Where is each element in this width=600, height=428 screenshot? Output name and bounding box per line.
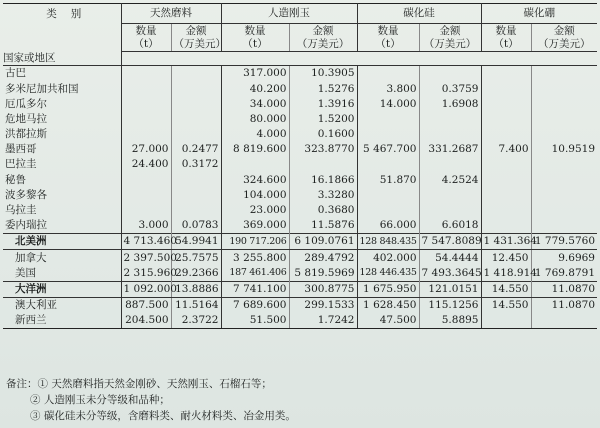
table-row (3, 112, 597, 127)
quantity-cell (357, 188, 419, 203)
quantity-cell: 5 467.700 (357, 142, 419, 157)
footnotes (6, 376, 296, 424)
amount-cell: 300.8775 (289, 281, 357, 297)
quantity-cell: 204.500 (121, 313, 171, 329)
table-row (3, 203, 597, 218)
quantity-cell: 1 675.950 (357, 281, 419, 297)
amount-cell: 0.3759 (419, 81, 481, 96)
amount-cell: 1 779.5760 (531, 234, 597, 250)
amount-cell (531, 112, 597, 127)
quantity-cell: 887.500 (121, 297, 171, 313)
country-name: 秘鲁 (3, 172, 121, 187)
amount-cell (171, 188, 221, 203)
quantity-cell (481, 157, 531, 172)
group-natural-abrasives: 天然磨料 (121, 4, 221, 24)
amount-cell (171, 81, 221, 96)
quantity-cell: 187 461.406 (221, 265, 289, 281)
amount-cell (419, 112, 481, 127)
table-row (3, 66, 597, 82)
amount-cell: 7 547.8089 (419, 234, 481, 250)
qty-header: 数量 （t） (481, 24, 531, 52)
amount-cell (171, 66, 221, 82)
country-name: 危地马拉 (3, 112, 121, 127)
quantity-cell: 317.000 (221, 66, 289, 82)
quantity-cell (357, 112, 419, 127)
quantity-cell (121, 112, 171, 127)
amount-cell: 323.8770 (289, 142, 357, 157)
quantity-cell (357, 127, 419, 142)
quantity-cell (121, 127, 171, 142)
quantity-cell: 4.000 (221, 127, 289, 142)
country-name: 澳大利亚 (3, 297, 121, 313)
amt-header: 金额 （万美元） (531, 24, 597, 52)
quantity-cell: 2 397.500 (121, 250, 171, 266)
amount-cell (289, 157, 357, 172)
quantity-cell (221, 157, 289, 172)
quantity-cell: 1 628.450 (357, 297, 419, 313)
amount-cell: 1.6908 (419, 96, 481, 111)
amount-cell: 2.3722 (171, 313, 221, 329)
quantity-cell: 51.870 (357, 172, 419, 187)
amount-cell: 13.8886 (171, 281, 221, 297)
amount-cell: 0.2477 (171, 142, 221, 157)
region-total-row (3, 281, 597, 297)
amount-cell: 115.1256 (419, 297, 481, 313)
amount-cell: 5.8895 (419, 313, 481, 329)
country-name: 古巴 (3, 66, 121, 82)
amt-header: 金额 （万美元） (171, 24, 221, 52)
quantity-cell: 324.600 (221, 172, 289, 187)
amount-cell (419, 66, 481, 82)
amount-cell: 0.1600 (289, 127, 357, 142)
amount-cell (171, 203, 221, 218)
amount-cell: 11.0870 (531, 281, 597, 297)
amount-cell: 54.9941 (171, 234, 221, 250)
quantity-cell: 3.000 (121, 218, 171, 234)
amount-cell (531, 66, 597, 82)
table-row (3, 265, 597, 281)
amount-cell: 7 493.3645 (419, 265, 481, 281)
quantity-cell: 8 819.600 (221, 142, 289, 157)
quantity-cell: 128 446.435 (357, 265, 419, 281)
quantity-cell: 66.000 (357, 218, 419, 234)
quantity-cell: 14.000 (357, 96, 419, 111)
quantity-cell: 190 717.206 (221, 234, 289, 250)
table-row (3, 297, 597, 313)
amount-cell (171, 127, 221, 142)
amount-cell: 29.2366 (171, 265, 221, 281)
corner-spacer (3, 24, 121, 52)
quantity-cell: 4 713.460 (121, 234, 171, 250)
table-row (3, 250, 597, 266)
header-region-row (3, 52, 597, 66)
quantity-cell (357, 203, 419, 218)
table-row (3, 188, 597, 203)
amt-header: 金额 （万美元） (289, 24, 357, 52)
amount-cell: 1.5276 (289, 81, 357, 96)
amount-cell (171, 96, 221, 111)
header-unit-row (3, 24, 597, 52)
quantity-cell (481, 81, 531, 96)
country-name: 加拿大 (3, 250, 121, 266)
category-label: 类别 (3, 4, 121, 24)
quantity-cell (357, 157, 419, 172)
amount-cell: 1.7242 (289, 313, 357, 329)
country-name: 新西兰 (3, 313, 121, 329)
country-name: 巴拉圭 (3, 157, 121, 172)
region-label: 国家或地区 (3, 52, 121, 66)
amount-cell: 25.7575 (171, 250, 221, 266)
quantity-cell: 3 255.800 (221, 250, 289, 266)
quantity-cell: 3.800 (357, 81, 419, 96)
qty-header: 数量 （t） (357, 24, 419, 52)
amount-cell (531, 313, 597, 329)
quantity-cell: 12.450 (481, 250, 531, 266)
country-name: 墨西哥 (3, 142, 121, 157)
amount-cell: 11.0870 (551, 299, 595, 312)
quantity-cell (481, 203, 531, 218)
quantity-cell: 104.000 (221, 188, 289, 203)
qty-header: 数量 （t） (121, 24, 171, 52)
header-rule (121, 52, 597, 66)
amount-cell: 5 819.5969 (289, 265, 357, 281)
quantity-cell (481, 112, 531, 127)
quantity-cell (121, 172, 171, 187)
table-row (3, 313, 597, 329)
amount-cell: 16.1866 (289, 172, 357, 187)
footnote-2: ② 人造刚玉未分等级和品种； (30, 394, 170, 406)
table-row (3, 157, 597, 172)
amount-cell (171, 172, 221, 187)
group-boron-carbide: 碳化硼 (481, 4, 597, 24)
region-total-row (3, 234, 597, 250)
quantity-cell (121, 66, 171, 82)
quantity-cell: 80.000 (221, 112, 289, 127)
quantity-cell: 7 741.100 (221, 281, 289, 297)
country-name: 波多黎各 (3, 188, 121, 203)
quantity-cell (481, 66, 531, 82)
quantity-cell: 128 848.435 (357, 234, 419, 250)
header-category-row (3, 4, 597, 24)
group-silicon-carbide: 碳化硅 (357, 4, 481, 24)
quantity-cell: 1 092.000 (121, 281, 171, 297)
amount-cell (419, 127, 481, 142)
group-artificial-corundum: 人造刚玉 (221, 4, 357, 24)
table-row (3, 218, 597, 234)
amount-cell (531, 172, 597, 187)
quantity-cell: 40.200 (221, 81, 289, 96)
table-row (3, 81, 597, 96)
amount-cell: 1.3916 (289, 96, 357, 111)
amount-cell: 1.5200 (289, 112, 357, 127)
amount-cell: 4.2524 (419, 172, 481, 187)
amount-cell (531, 81, 597, 96)
quantity-cell (121, 203, 171, 218)
quantity-cell: 402.000 (357, 250, 419, 266)
amount-cell: 289.4792 (289, 250, 357, 266)
amount-cell: 0.0783 (171, 218, 221, 234)
quantity-cell: 47.500 (357, 313, 419, 329)
quantity-cell: 7 689.600 (221, 297, 289, 313)
quantity-cell (357, 66, 419, 82)
table-row (3, 96, 597, 111)
country-name: 委内瑞拉 (3, 218, 121, 234)
footnote-1: 备注：① 天然磨料指天然金刚砂、天然刚玉、石榴石等； (6, 378, 272, 390)
quantity-cell (481, 218, 531, 234)
quantity-cell: 14.550 (481, 281, 531, 297)
amount-cell: 10.9519 (551, 143, 595, 156)
quantity-cell: 23.000 (221, 203, 289, 218)
amount-cell: 6.6018 (419, 218, 481, 234)
amount-cell (419, 157, 481, 172)
country-name: 北美洲 (3, 234, 121, 250)
amount-cell: 121.0151 (419, 281, 481, 297)
quantity-cell: 369.000 (221, 218, 289, 234)
amt-header: 金额 （万美元） (419, 24, 481, 52)
quantity-cell (481, 188, 531, 203)
country-name: 厄瓜多尔 (3, 96, 121, 111)
amount-cell: 299.1533 (289, 297, 357, 313)
quantity-cell (481, 96, 531, 111)
quantity-cell (121, 81, 171, 96)
amount-cell: 9.6969 (558, 251, 595, 264)
country-name: 大洋洲 (3, 281, 121, 297)
quantity-cell (121, 96, 171, 111)
abrasives-trade-table (3, 3, 597, 329)
amount-cell: 54.4444 (419, 250, 481, 266)
quantity-cell: 51.500 (221, 313, 289, 329)
quantity-cell: 1 418.914 (481, 265, 531, 281)
amount-cell (531, 218, 597, 234)
quantity-cell: 24.400 (121, 157, 171, 172)
country-name: 多米尼加共和国 (3, 81, 121, 96)
country-name: 乌拉圭 (3, 203, 121, 218)
quantity-cell: 2 315.960 (121, 265, 171, 281)
amount-cell (531, 157, 597, 172)
amount-cell (531, 127, 597, 142)
quantity-cell (481, 172, 531, 187)
amount-cell: 0.3172 (171, 157, 221, 172)
table-row (3, 127, 597, 142)
quantity-cell (481, 127, 531, 142)
amount-cell (171, 112, 221, 127)
country-name: 美国 (3, 265, 121, 281)
amount-cell: 1 769.8791 (534, 266, 595, 279)
amount-cell: 3.3280 (289, 188, 357, 203)
amount-cell (531, 188, 597, 203)
amount-cell: 331.2687 (419, 142, 481, 157)
qty-header: 数量 （t） (221, 24, 289, 52)
amount-cell: 11.5876 (289, 218, 357, 234)
quantity-cell: 7.400 (481, 142, 531, 157)
quantity-cell: 34.000 (221, 96, 289, 111)
quantity-cell: 1 431.364 (481, 234, 531, 250)
amount-cell (419, 203, 481, 218)
quantity-cell: 27.000 (121, 142, 171, 157)
table-row (3, 172, 597, 187)
quantity-cell (121, 188, 171, 203)
amount-cell: 0.3680 (289, 203, 357, 218)
amount-cell (531, 96, 597, 111)
footnote-3: ③ 碳化硅未分等级，含磨料类、耐火材料类、冶金用类。 (30, 410, 296, 422)
amount-cell (419, 188, 481, 203)
amount-cell (531, 203, 597, 218)
quantity-cell (481, 313, 531, 329)
amount-cell: 11.5164 (171, 297, 221, 313)
country-name: 洪都拉斯 (3, 127, 121, 142)
table-body (3, 66, 597, 329)
quantity-cell: 14.550 (481, 297, 531, 313)
amount-cell: 10.3905 (289, 66, 357, 82)
table-row (3, 142, 597, 157)
amount-cell: 6 109.0761 (289, 234, 357, 250)
